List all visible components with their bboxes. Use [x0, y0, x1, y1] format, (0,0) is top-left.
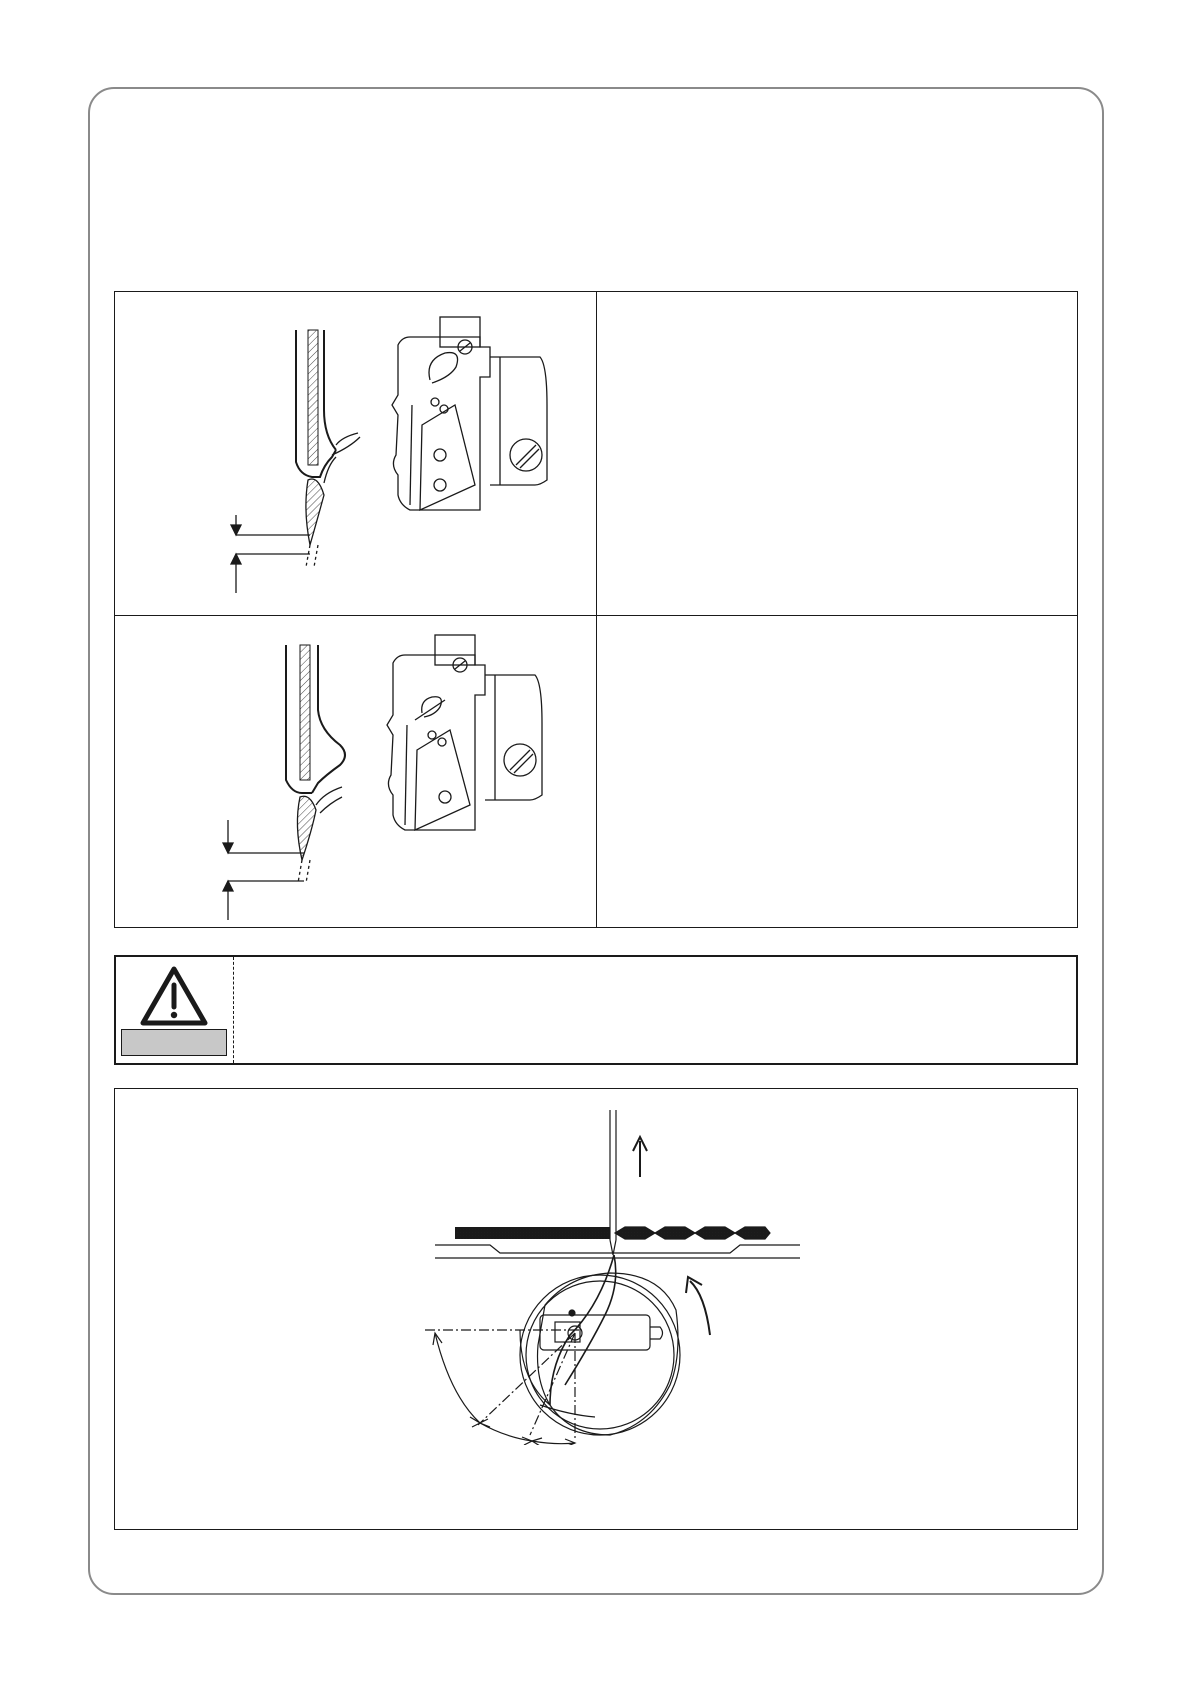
needle-icon [296, 330, 360, 567]
hook-angle-lines [425, 1330, 580, 1440]
caution-separator [233, 957, 234, 1063]
needle-looper-figure-1 [200, 305, 580, 605]
fabric-layer [435, 1227, 800, 1258]
hook-rotation-arrow-icon [686, 1277, 710, 1335]
needle-up-arrow-icon [633, 1137, 647, 1177]
looper-assembly-icon [387, 635, 542, 830]
table-column-divider [596, 291, 597, 928]
clearance-dimension [223, 820, 304, 920]
needle-icon [286, 645, 345, 883]
clearance-dimension [231, 515, 310, 593]
thread-path [540, 1255, 616, 1417]
looper-assembly-icon [392, 317, 547, 510]
caution-label [121, 1029, 227, 1056]
rotary-hook-icon [520, 1273, 680, 1435]
needle-looper-figure-2 [200, 625, 580, 925]
table-row-divider [114, 615, 1078, 616]
rotary-hook-timing-diagram [420, 1105, 820, 1445]
warning-triangle-icon [139, 965, 209, 1027]
caution-box [114, 955, 1078, 1065]
